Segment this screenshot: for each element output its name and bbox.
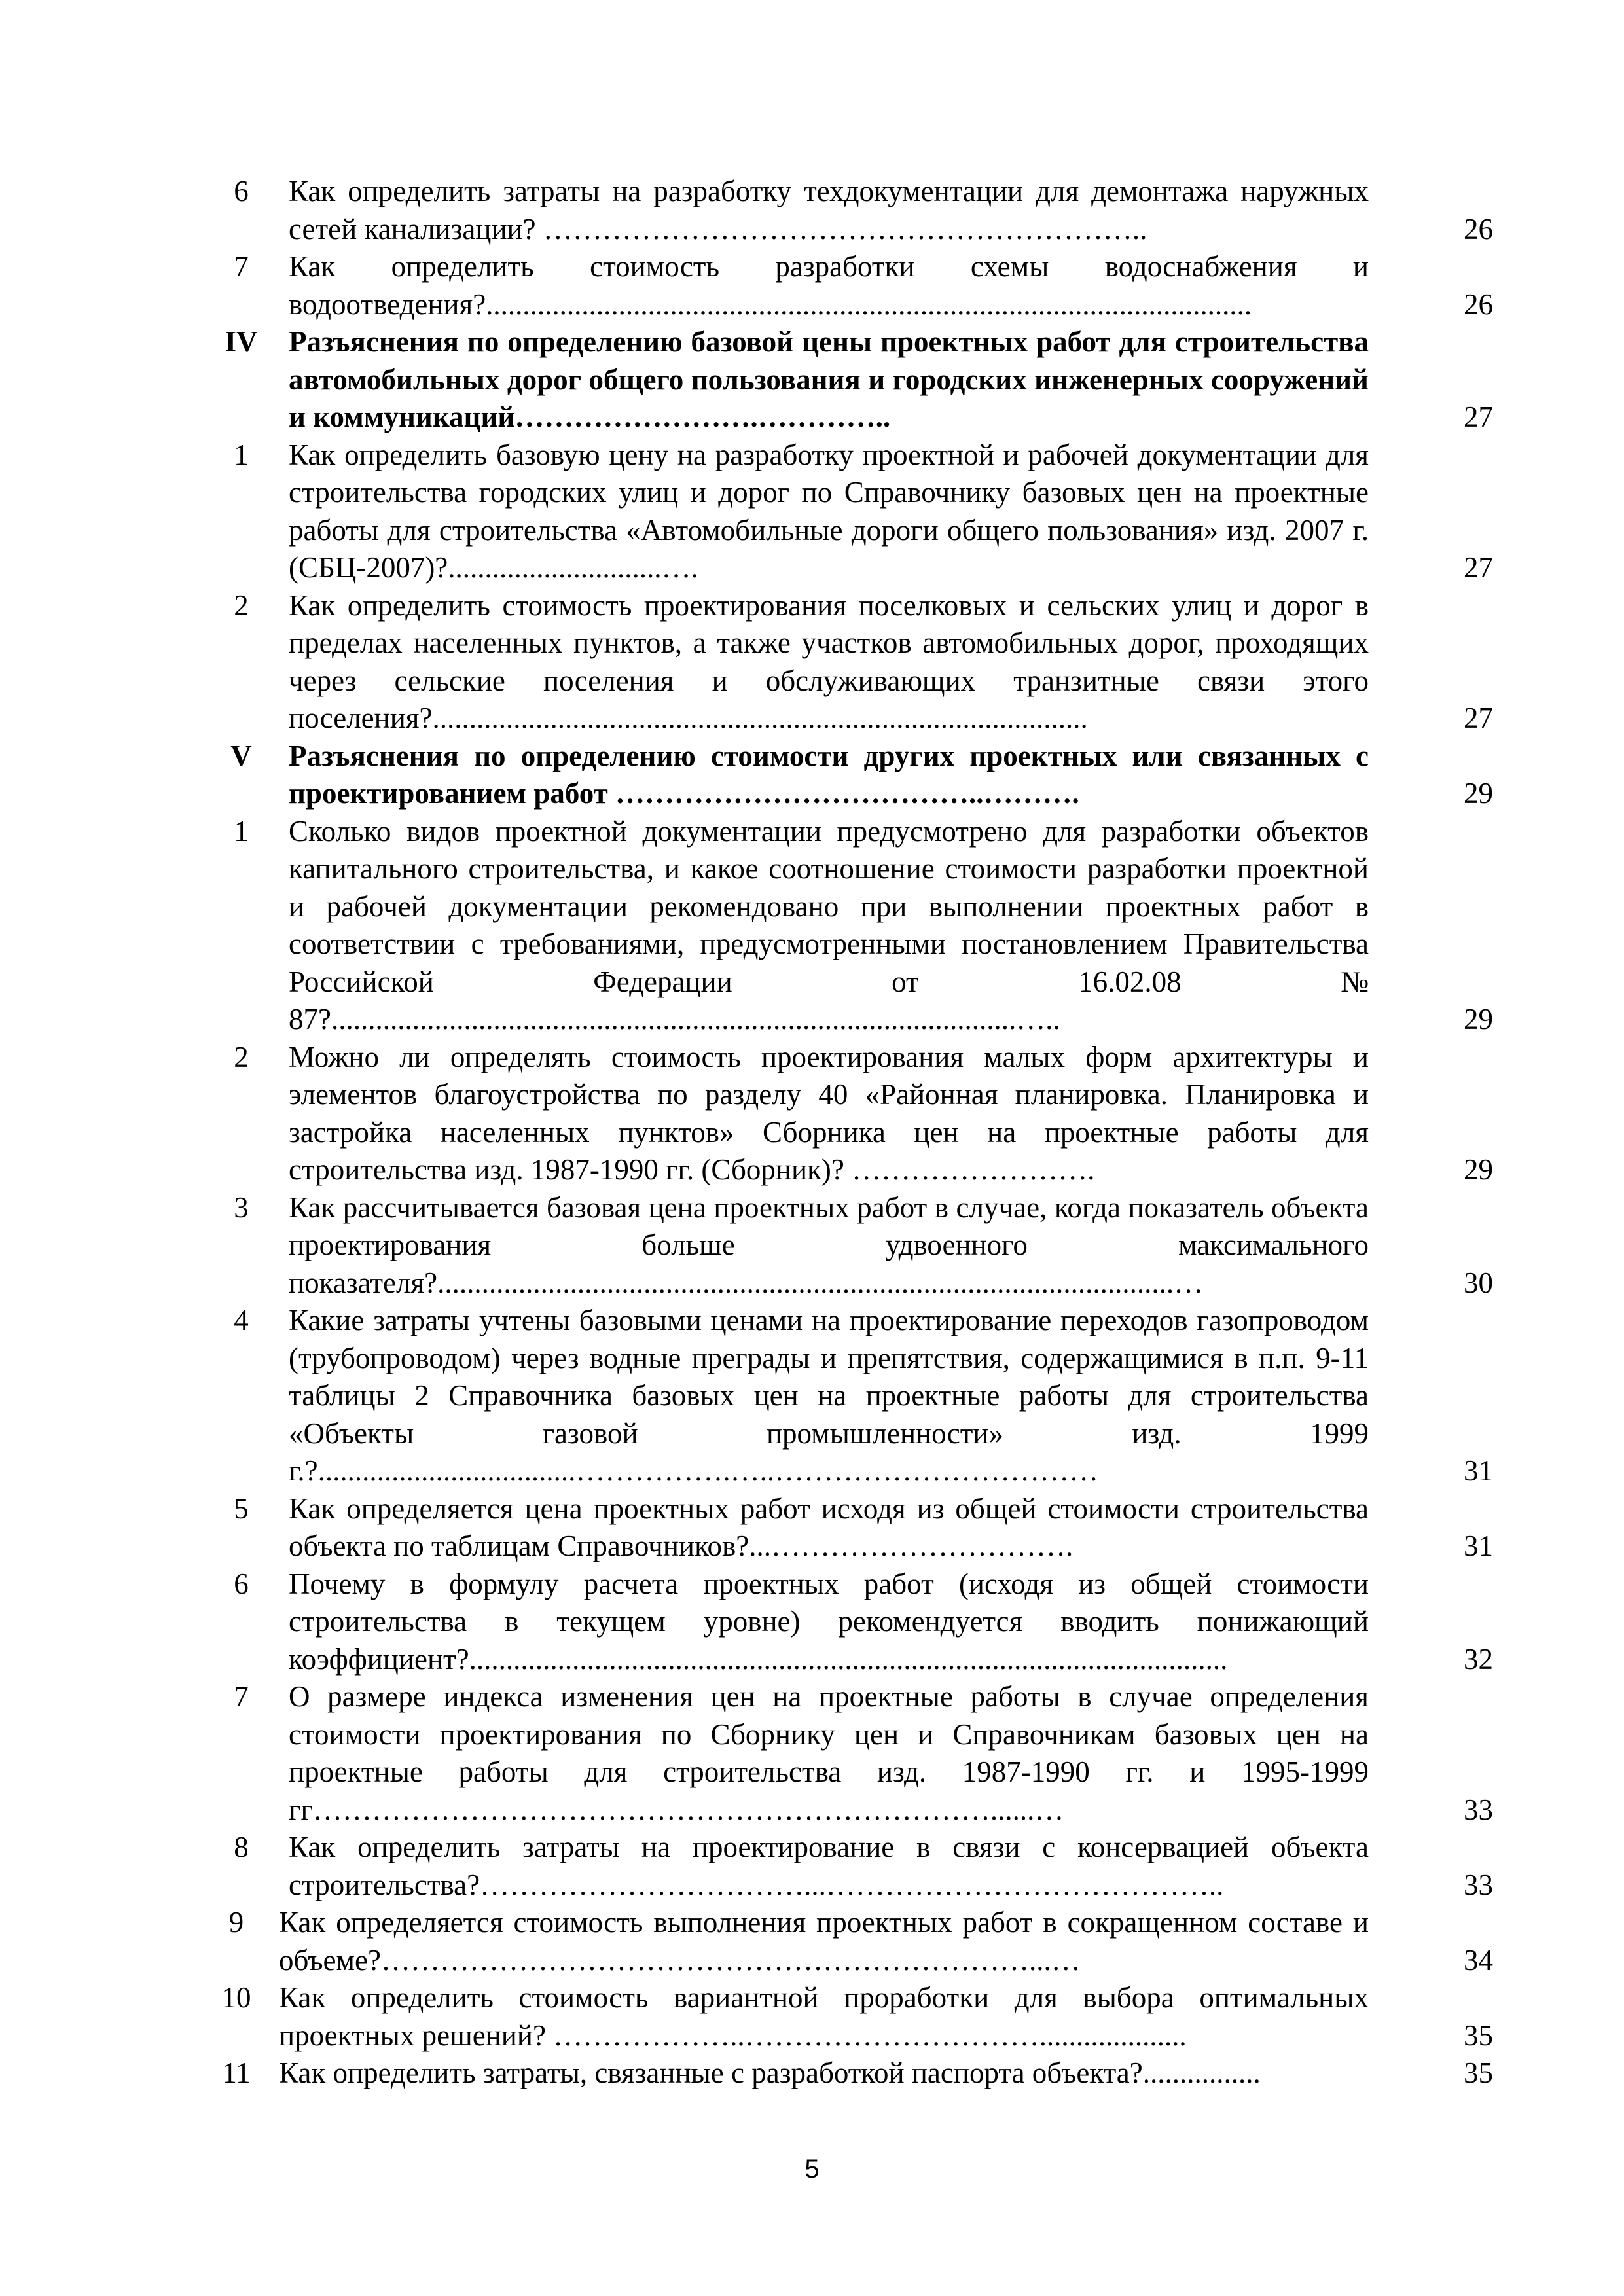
toc-entry-page: 26 <box>1464 212 1493 245</box>
toc-entry-number: 6 <box>234 1567 249 1600</box>
toc-entry-title: О размере индекса изменения цен на проектные работы в случае определения стоимости проектирования по Сборнику цен и Справочникам базовых цен на проектные работы для строительства изд. 1987-1990 гг. и 1995-1999 гг……………………………………………………………......… <box>289 1680 1369 1826</box>
toc-entry-title: Как рассчитывается базовая цена проектных работ в случае, когда показатель объекта проектирования больше удвоенного максимального показателя?....................................................................................................… <box>289 1191 1369 1299</box>
toc-entry <box>194 2054 1493 2092</box>
toc-entry-page: 33 <box>1464 1868 1493 1901</box>
toc-section-title: Разъяснения по определению стоимости других проектных или связанных с проектированием работ ………………………………..………. <box>289 739 1369 810</box>
toc-entry <box>194 1302 1493 1490</box>
toc-entry <box>194 1189 1493 1302</box>
toc-entry-page: 29 <box>1464 1153 1493 1186</box>
toc-entry-page: 27 <box>1464 401 1493 433</box>
toc-section-number: V <box>230 739 252 772</box>
toc-entry-title: Как определить стоимость проектирования поселковых и сельских улиц и дорог в пределах населенных пунктов, а также участков автомобильных дорог, проходящих через сельские поселения и обслуживающих транзитные связи этого поселения?......................................................................................... <box>289 588 1369 734</box>
toc-entry-number: 7 <box>234 250 249 283</box>
toc-entry-page: 27 <box>1464 702 1493 734</box>
toc-entry <box>194 1904 1493 1979</box>
toc-section-title: Разъяснения по определению базовой цены проектных работ для строительства автомобильных дорог общего пользования и городских инженерных сооружений и коммуникаций…………………….………….. <box>289 325 1369 433</box>
toc-entry <box>194 1039 1493 1189</box>
toc-entry <box>194 1566 1493 1679</box>
toc-entry-number: 10 <box>221 1981 251 2014</box>
table-of-contents <box>194 173 1493 2092</box>
toc-entry-number: 11 <box>222 2056 251 2089</box>
toc-section-heading <box>194 323 1493 437</box>
toc-entry-page: 27 <box>1464 551 1493 584</box>
toc-entry-number: 8 <box>234 1831 249 1863</box>
toc-entry-page: 30 <box>1464 1266 1493 1299</box>
toc-entry-page: 29 <box>1464 1003 1493 1035</box>
toc-entry-title: Как определить стоимость вариантной проработки для выбора оптимальных проектных решений? ………………..………………………….................... <box>279 1981 1369 2052</box>
toc-entry <box>194 248 1493 323</box>
toc-entry-page: 29 <box>1464 777 1493 810</box>
toc-entry-title: Как определить затраты на проектирование в связи с консервацией объекта строительства?……………………………...………………………………….. <box>289 1831 1369 1901</box>
toc-entry-title: Можно ли определять стоимость проектирования малых форм архитектуры и элементов благоустройства по разделу 40 «Районная планировка. Планировка и застройка населенных пунктов» Сборника цен на проектные работы для строительства изд. 1987-1990 гг. (Сборник)? ……………………. <box>289 1040 1369 1186</box>
toc-section-heading <box>194 738 1493 813</box>
toc-entry <box>194 813 1493 1039</box>
toc-entry-number: 3 <box>234 1191 249 1224</box>
toc-entry-page: 35 <box>1464 2018 1493 2052</box>
page-number: 5 <box>804 2155 820 2183</box>
toc-entry-title: Как определить базовую цену на разработку проектной и рабочей документации для строительства городских улиц и дорог по Справочнику базовых цен на проектные работы для строительства «Автомобильные дороги общего пользования» изд. 2007 г. (СБЦ-2007)?.............................…. <box>289 438 1369 584</box>
toc-entry-page: 35 <box>1464 2056 1493 2089</box>
toc-entry-number: 2 <box>234 588 249 622</box>
toc-entry-title: Как определяется цена проектных работ исходя из общей стоимости строительства объекта по таблицам Справочников?...…………………………. <box>289 1492 1369 1562</box>
toc-entry <box>194 1490 1493 1566</box>
toc-entry <box>194 1979 1493 2054</box>
toc-entry-number: 9 <box>228 1906 244 1939</box>
toc-entry-number: 6 <box>234 175 249 207</box>
toc-entry-title: Как определяется стоимость выполнения проектных работ в сокращенном составе и объеме?…………………………………………………………...… <box>279 1906 1369 1977</box>
toc-entry-title: Сколько видов проектной документации предусмотрено для разработки объектов капитального строительства, и какое соотношение стоимости разработки проектной и рабочей документации рекомендовано при выполнении проектных работ в соответствии с требованиями, предусмотренными постановлением Правительства Российской Федерации от 16.02.08 № 87?.............................................................................................….. <box>289 814 1369 1035</box>
toc-entry-title: Как определить затраты на разработку техдокументации для демонтажа наружных сетей канализации? …………………………………………………….. <box>289 175 1369 245</box>
toc-entry <box>194 173 1493 248</box>
toc-entry-number: 2 <box>234 1040 249 1073</box>
toc-entry-number: 1 <box>234 438 249 471</box>
toc-entry-page: 26 <box>1464 287 1493 321</box>
toc-entry-page: 34 <box>1464 1943 1493 1977</box>
toc-section-number: IV <box>225 325 258 358</box>
toc-entry-number: 4 <box>234 1304 249 1336</box>
toc-entry-page: 32 <box>1464 1642 1493 1676</box>
toc-entry-page: 31 <box>1464 1530 1493 1562</box>
toc-entry-page: 31 <box>1464 1454 1493 1487</box>
toc-entry-title: Как определить затраты, связанные с разработкой паспорта объекта?................ <box>279 2056 1261 2089</box>
toc-entry <box>194 437 1493 587</box>
toc-entry-title: Почему в формулу расчета проектных работ (исходя из общей стоимости строительства в текущем уровне) рекомендуется вводить понижающий коэффициент?....................................................................................................... <box>289 1567 1369 1676</box>
toc-entry-number: 1 <box>234 814 249 848</box>
toc-entry-title: Как определить стоимость разработки схемы водоснабжения и водоотведения?........................................................................................................ <box>289 250 1369 321</box>
toc-entry <box>194 1829 1493 1904</box>
toc-entry <box>194 1678 1493 1829</box>
toc-entry-page: 33 <box>1464 1793 1493 1826</box>
toc-entry <box>194 587 1493 738</box>
toc-entry-number: 7 <box>234 1680 249 1713</box>
toc-entry-title: Какие затраты учтены базовыми ценами на проектирование переходов газопроводом (трубопроводом) через водные преграды и препятствия, содержащимися в п.п. 9-11 таблицы 2 Справочника базовых цен на проектные работы для строительства «Объекты газовой промышленности» изд. 1999 г.?...................................…………….…..…………………………… <box>289 1304 1369 1487</box>
toc-entry-number: 5 <box>234 1492 249 1525</box>
